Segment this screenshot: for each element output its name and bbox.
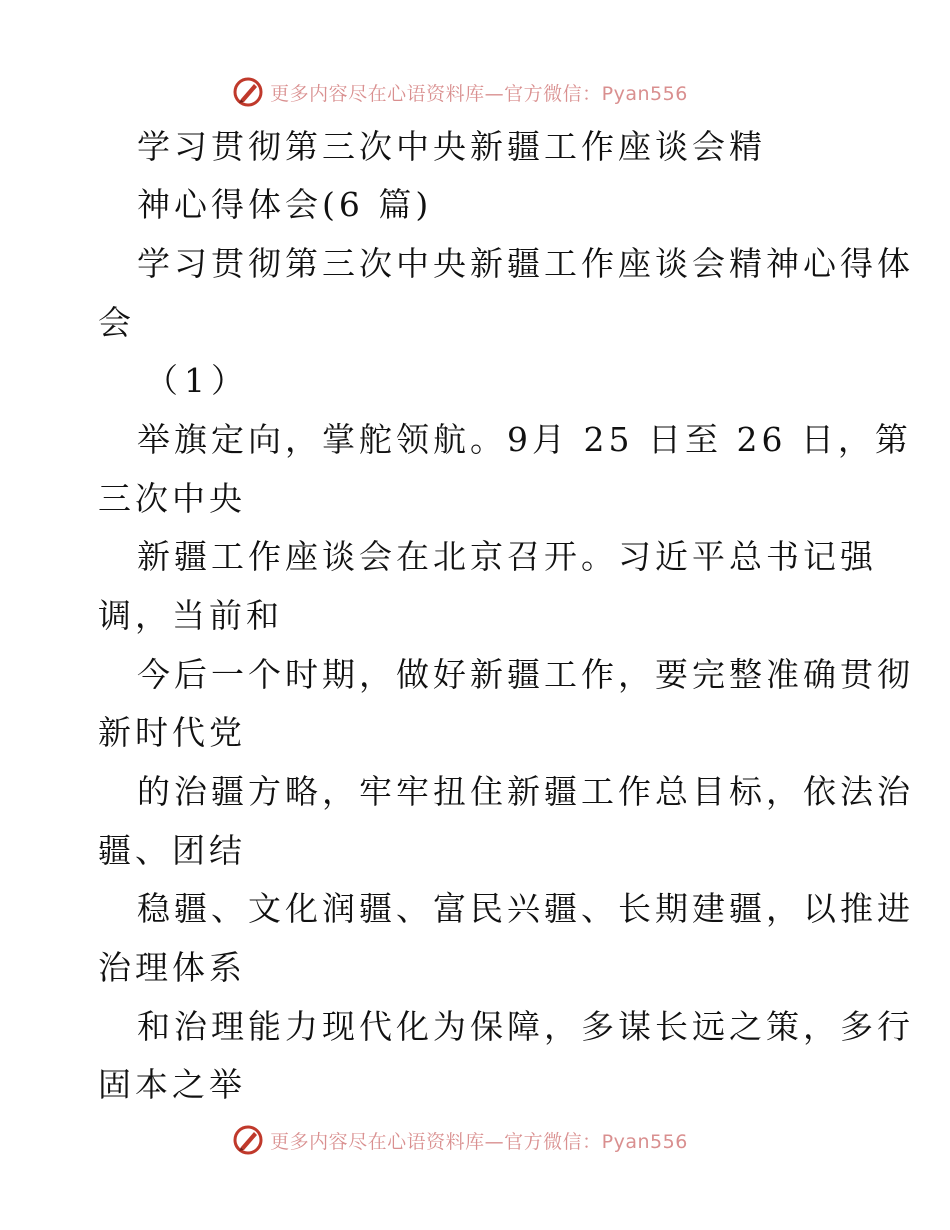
paragraph-line-2: 三次中央 bbox=[98, 479, 246, 518]
paragraph-line-12: 固本之举 bbox=[98, 1065, 246, 1104]
footer-banner bbox=[0, 1120, 950, 1160]
paragraph-line-3: 新疆工作座谈会在北京召开。习近平总书记强 bbox=[137, 537, 877, 576]
paragraph-line-4: 调，当前和 bbox=[98, 596, 283, 635]
paragraph-line-7: 的治疆方略，牢牢扭住新疆工作总目标，依法治 bbox=[137, 772, 914, 811]
pen-logo-icon bbox=[232, 76, 264, 108]
paragraph-line-1: 举旗定向，掌舵领航。9月 25 日至 26 日，第 bbox=[137, 420, 912, 459]
paragraph-line-5: 今后一个时期，做好新疆工作，要完整准确贯彻 bbox=[137, 655, 914, 694]
paragraph-line-8: 疆、团结 bbox=[98, 831, 246, 870]
title-line-2: 神心得体会(6 篇) bbox=[137, 185, 433, 224]
header-banner-text: 更多内容尽在心语资料库—官方微信：Pyan556 bbox=[270, 82, 688, 105]
section-number: （1） bbox=[145, 361, 250, 400]
paragraph-line-10: 治理体系 bbox=[98, 948, 246, 987]
footer-banner-text: 更多内容尽在心语资料库—官方微信：Pyan556 bbox=[270, 1130, 688, 1153]
paragraph-line-11: 和治理能力现代化为保障，多谋长远之策，多行 bbox=[137, 1007, 914, 1046]
header-banner bbox=[0, 72, 950, 112]
subtitle-line-1: 学习贯彻第三次中央新疆工作座谈会精神心得体 bbox=[137, 244, 914, 283]
paragraph-line-6: 新时代党 bbox=[98, 713, 246, 752]
title-line-1: 学习贯彻第三次中央新疆工作座谈会精 bbox=[137, 127, 766, 166]
paragraph-line-9: 稳疆、文化润疆、富民兴疆、长期建疆，以推进 bbox=[137, 889, 914, 928]
subtitle-line-2: 会 bbox=[98, 303, 135, 342]
pen-logo-icon bbox=[232, 1124, 264, 1156]
